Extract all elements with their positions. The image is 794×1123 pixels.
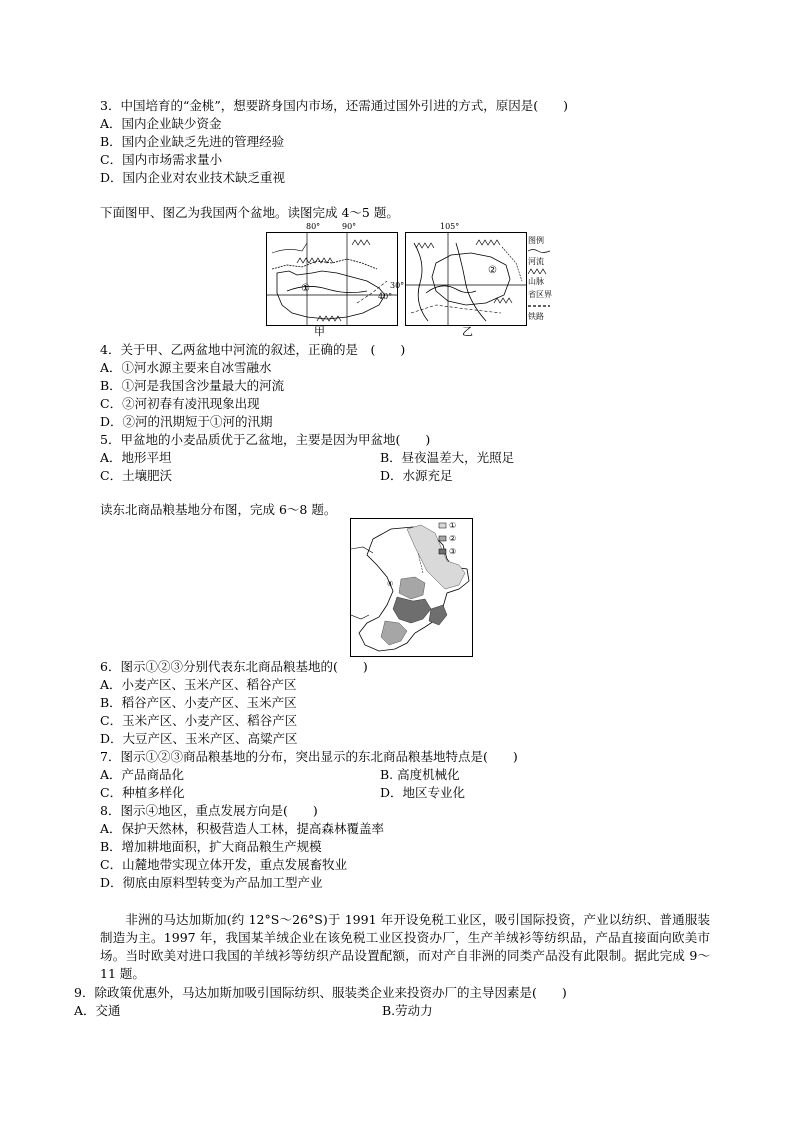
q9-stem: 9．除政策优惠外，马达加斯加吸引国际纺织、服装类企业来投资办厂的主导因素是( ) bbox=[74, 985, 567, 1000]
q6-option-a: A．小麦产区、玉米产区、稻谷产区 bbox=[100, 677, 297, 692]
basin-label-yi: ② bbox=[488, 265, 497, 276]
intro-6-8: 读东北商品粮基地分布图，完成 6～8 题。 bbox=[100, 502, 337, 517]
q7-option-d: D．地区专业化 bbox=[380, 785, 466, 800]
passage-9-11: 非洲的马达加斯加(约 12°S～26°S)于 1991 年开设免税工业区，吸引国际投资，产业以纺织、普通服装制造为主。1997 年，我国某羊绒企业在该免税工业区投资办厂，生产羊绒衫等纺织品，产品直接面向欧美市场。当时欧美对进口我国的羊绒衫等纺织产品设置配额，而对产自非洲的同类产品没有此限制。据此完成 9～11 题。 bbox=[100, 912, 710, 981]
legend-swatch-1 bbox=[439, 523, 446, 528]
yi-lat-30: 30° bbox=[390, 281, 405, 290]
jia-lon-80: 80° bbox=[306, 222, 321, 231]
northeast-grain-map bbox=[350, 518, 473, 657]
basin-map-jia-drawing bbox=[267, 233, 397, 325]
jia-caption: 甲 bbox=[314, 325, 325, 338]
q3-stem: 3．中国培育的“金桃”，想要跻身国内市场，还需通过国外引进的方式，原因是( ) bbox=[100, 98, 568, 113]
q3-option-c: C．国内市场需求量小 bbox=[100, 152, 223, 167]
q5-option-c: C．土壤肥沃 bbox=[100, 468, 173, 483]
basin-map-jia bbox=[266, 232, 398, 326]
region-2-central bbox=[399, 577, 425, 599]
legend-railway: 铁路 bbox=[528, 312, 544, 321]
q8-option-b: B．增加耕地面积，扩大商品粮生产规模 bbox=[100, 839, 322, 854]
intro-4-5: 下面图甲、图乙为我国两个盆地。读图完成 4～5 题。 bbox=[100, 205, 399, 220]
q4-option-d: D．②河的汛期短于①河的汛期 bbox=[100, 414, 273, 429]
q7-option-a: A．产品商品化 bbox=[100, 767, 185, 782]
q6-option-b: B．稻谷产区、小麦产区、玉米产区 bbox=[100, 695, 297, 710]
yi-caption: 乙 bbox=[462, 325, 473, 338]
legend-river: 河流 bbox=[528, 257, 544, 266]
q5-option-a: A．地形平坦 bbox=[100, 450, 172, 465]
q5-stem: 5．甲盆地的小麦品质优于乙盆地，主要是因为甲盆地( ) bbox=[100, 432, 431, 447]
q4-option-b: B．①河是我国含沙量最大的河流 bbox=[100, 378, 285, 393]
region-3-east bbox=[429, 605, 447, 625]
region-3-central bbox=[393, 597, 431, 623]
region-2-south bbox=[381, 621, 407, 645]
q7-stem: 7．图示①②③商品粮基地的分布，突出显示的东北商品粮基地特点是( ) bbox=[100, 749, 518, 764]
basin-label-jia: ① bbox=[301, 283, 310, 294]
q7-option-c: C．种植多样化 bbox=[100, 785, 185, 800]
q9-option-b: B.劳动力 bbox=[382, 1003, 433, 1018]
legend-railway-symbol bbox=[528, 303, 550, 309]
legend-label-2: ② bbox=[449, 534, 457, 543]
q6-stem: 6．图示①②③分别代表东北商品粮基地的( ) bbox=[100, 659, 368, 674]
q6-option-c: C．玉米产区、小麦产区、稻谷产区 bbox=[100, 713, 298, 728]
region-4-label: ④ bbox=[387, 580, 394, 588]
q3-option-a: A．国内企业缺少资金 bbox=[100, 116, 222, 131]
legend-title: 图例 bbox=[528, 236, 544, 245]
legend-mountain: 山脉 bbox=[528, 277, 544, 286]
yi-lon-105: 105° bbox=[440, 222, 460, 231]
basin-map-yi bbox=[405, 232, 527, 326]
q5-option-b: B．昼夜温差大，光照足 bbox=[380, 450, 515, 465]
q4-option-a: A．①河水源主要来自冰雪融水 bbox=[100, 360, 272, 375]
legend-mountain-symbol bbox=[528, 268, 550, 274]
legend-label-1: ① bbox=[449, 521, 457, 530]
q4-stem: 4．关于甲、乙两盆地中河流的叙述，正确的是 ( ) bbox=[100, 342, 406, 357]
legend-swatch-2 bbox=[439, 536, 446, 541]
legend-border: 省区界 bbox=[528, 290, 552, 299]
basin-map-yi-drawing bbox=[406, 233, 526, 325]
q9-option-a: A．交通 bbox=[74, 1003, 121, 1018]
jia-lon-90: 90° bbox=[342, 222, 357, 231]
q8-option-a: A．保护天然林，积极营造人工林，提高森林覆盖率 bbox=[100, 821, 385, 836]
jia-lat-40: 40° bbox=[378, 292, 393, 301]
q8-stem: 8．图示④地区，重点发展方向是( ) bbox=[100, 803, 318, 818]
legend-swatch-3 bbox=[439, 549, 446, 554]
q3-option-b: B．国内企业缺乏先进的管理经验 bbox=[100, 134, 285, 149]
legend-label-3: ③ bbox=[449, 547, 457, 556]
q5-option-d: D．水源充足 bbox=[380, 468, 453, 483]
q4-option-c: C．②河初春有凌汛现象出现 bbox=[100, 396, 260, 411]
q3-option-d: D．国内企业对农业技术缺乏重视 bbox=[100, 170, 286, 185]
q7-option-b: B. 高度机械化 bbox=[380, 767, 460, 782]
legend-river-symbol bbox=[528, 248, 550, 254]
q8-option-d: D．彻底由原料型转变为产品加工型产业 bbox=[100, 875, 323, 890]
q8-option-c: C．山麓地带实现立体开发，重点发展畜牧业 bbox=[100, 857, 348, 872]
q6-option-d: D．大豆产区、玉米产区、高粱产区 bbox=[100, 731, 298, 746]
